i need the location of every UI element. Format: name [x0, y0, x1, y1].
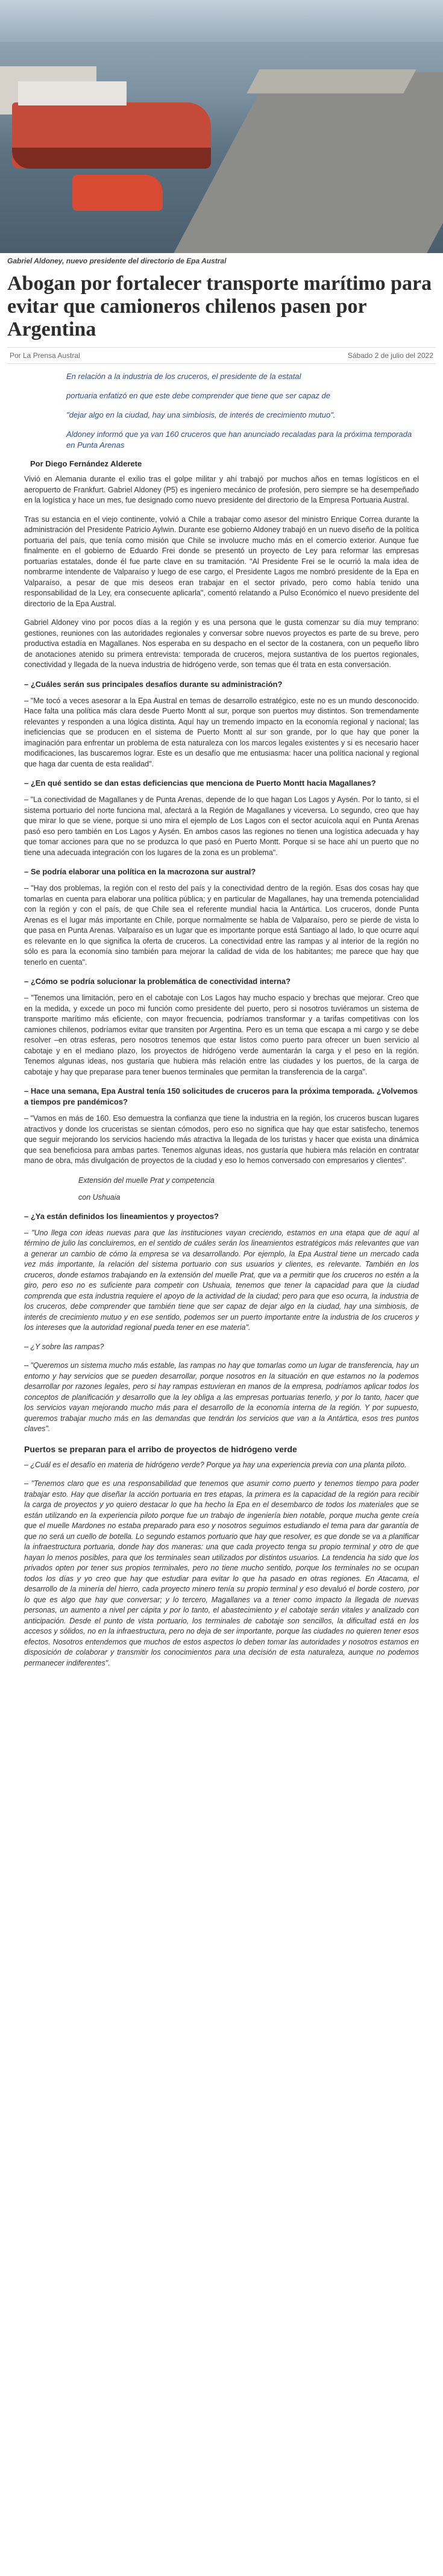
- subheading-line: Extensión del muelle Prat y competencia: [78, 1176, 215, 1185]
- hero-sky: [0, 0, 443, 42]
- article-source[interactable]: Por La Prensa Austral: [10, 351, 80, 360]
- paragraph: – "La conectividad de Magallanes y de Punta Arenas, depende de lo que hagan Los Lagos y Aysén. Por lo tanto, si el sistema portuario del norte funciona mal, afectará a la Región de Magallanes y viceversa. Lo segundo, creo que hay que mirar lo que se viene, porque si uno mira el ejemplo de Los Lagos con el sector acuícola aquí en Punta Arenas pasó eso pero también en Los Lagos y Aysén. En ambos casos las regiones no tienen una logística adecuada y hay que tomar acciones para que no se produzca lo que pasó en Puerto Montt. Porque si se hace ahí un puerto que no tiene una adecuada integración con los lugares de la zona es un problema".: [24, 795, 419, 857]
- interview-question: – Hace una semana, Epa Austral tenía 150 solicitudes de cruceros para la próxima temporada. ¿Volvemos a tiempos pre pandémicos?: [24, 1086, 418, 1106]
- interview-question: – ¿Cómo se podría solucionar la problemática de conectividad interna?: [24, 977, 291, 986]
- paragraph: Tras su estancia en el viejo continente, volvió a Chile a trabajar como asesor del ministro Enrique Correa durante la administración del Presidente Patricio Aylwin. Durante ese gobierno Aldoney trabajó en un nuevo diseño de la política portuaria del país, que tenía como misión que Chile se involucre mucho más en el comercio exterior. Aunque fue finalmente en el gobierno de Eduardo Frei donde se presentó un proyecto de Ley para reformar las empresas portuarias estatales, donde él fue parte clave en su tramitación. "Al Presidente Frei se le ocurrió la mala idea de nombrarme intendente de Valparaíso y luego de ese cargo, el Presidente Lagos me nombró presidente de la Epa en Valparaíso, a pesar de que mis deseos eran trabajar en el sector privado, pero como había tenido una responsabilidad de la Ley, era consecuente aplicarla", comentó relatando a Pulso Económico el nuevo presidente del directorio de la Epa Austral.: [24, 515, 419, 608]
- article-author: Por Diego Fernández Alderete: [30, 459, 142, 468]
- subheading-line: con Ushuaia: [78, 1192, 121, 1202]
- paragraph: – "Vamos en más de 160. Eso demuestra la confianza que tiene la industria en la región, los cruceros buscan lugares atractivos y donde los cruceristas se sientan cómodos, pero eso no significa que hay que estar satisfecho, tenemos que seguir mejorando los servicios haciendo más atractiva la llegada de los turistas y hacer que exista una dinámica que sea beneficiosa para ambas partes. Tenemos algunas ideas, nos gustaría que hubiera más relación en contratar mano de obra, más divulgación de proyectos de la ciudad y eso lo hemos conversado con empresarios y clientes".: [24, 1114, 419, 1165]
- intro-line: "dejar algo en la ciudad, hay una simbiosis, de interés de crecimiento mutuo".: [66, 410, 336, 419]
- interview-question: – ¿Ya están definidos los lineamientos y proyectos?: [24, 1211, 219, 1221]
- article-body-3: [24, 1460, 419, 1669]
- image-caption: Gabriel Aldoney, nuevo presidente del directorio de Epa Austral: [7, 257, 227, 265]
- paragraph: – "Me tocó a veces asesorar a la Epa Austral en temas de desarrollo estratégico, este no es un mundo desconocido. Hace falta una política más clara desde Puerto Montt al sur, porque son puertos muy distintos. Son tremendamente relevantes y responden a una lógica distinta. Aquí hay un tremendo impacto en la economía regional y nacional; las ineficiencias que se producen en el sistema de Puerto Montt al sur son grande, por lo que hay que poner la imaginación para enfrentar un problema de esta naturaleza con los marcos legales existentes y si es necesario hacer modificaciones, las buscaremos lograr. Este es un desafío que me entusiasma: hacer una política nacional y regional que haga dar cuenta de esta realidad".: [24, 696, 419, 768]
- article-date: Sábado 2 de julio del 2022: [347, 351, 433, 360]
- paragraph: – "Tenemos claro que es una responsabilidad que tenemos que asumir como puerto y tenemos tiempo para poder trabajar esto. Hay que diseñar la acción portuaria en tres etapas, la primera es la capacidad de la región para recibir la carga de proyectos y yo quiero destacar lo que ha hecho la Epa en el desembarco de todos los materiales que se están utilizando en la experiencia piloto porque fue un trabajo de ingeniería bien notable, porque mucha gente creía que el muelle Mardones no estaba preparado para eso y nosotros seguimos estudiando el tema para dar garantía de que no será un cuello de botella. Lo segundo estamos portuario que hay que resolver, es que donde se va a planificar la infraestructura portuaria, donde hay dos maneras: una que cada proyecto tenga su propio terminal y otro de que hayan lo menos posibles, para que los terminales sean utilizados por distintos usuarios. La tendencia ha sido que los privados opten por tener sus propios terminales, pero no tiene mucho sentido, porque los terminales no se ocupan todos los días y yo creo que hay que estudiar para evitar lo que ha pasado en otras regiones. En Atacama, el desarrollo de la minería del hierro, cada proyecto minero tenía su propio terminal y eso devaluó el borde costero, por lo que es algo que hay que conversar; y lo tercero, Magallanes va a tener como impacto la llegada de nuevas personas, un aumento a nivel per cápita y por lo tanto, el abastecimiento y el cabotaje serán vitales y analizado con anticipación. Desde el punto de vista portuario, los terminales de cabotaje son sencillos, la dificultad está en los accesos y sólidos, no en la infraestructura, pero no deja de ser importante, porque las ciudades no quieren tener esos efectos. Nosotros entendemos que muchos de estos aspectos lo deben tomar las autoridades y nosotros estamos en disposición de colaborar y transmitir los conocimientos para una decisión de esta naturaleza, aunque no podemos permanecer indiferentes".: [24, 1479, 419, 1667]
- article-intro: [24, 371, 419, 451]
- article-body: [24, 474, 419, 1167]
- intro-line: Aldoney informó que ya van 160 cruceros que han anunciado recaladas para la próxima temporada en Punta Arenas: [66, 430, 412, 450]
- hero-ship: [12, 102, 211, 169]
- article-body-2: [24, 1211, 419, 1435]
- article-content: [0, 364, 443, 1669]
- hero-pier-deck: [247, 69, 416, 93]
- hero-tugboat: [72, 175, 163, 211]
- article-meta: [7, 347, 436, 364]
- interview-question: – ¿En qué sentido se dan estas deficiencias que menciona de Puerto Montt hacia Magallanes?: [24, 779, 376, 788]
- paragraph: – "Hay dos problemas, la región con el resto del país y la conectividad dentro de la región. Esas dos cosas hay que tomarlas en cuenta para elaborar una política pública; y en particular de Magallanes, hay una tremenda potencialidad con la región y con el país, de que Chile sea el referente mundial hacia la Antártica. Los cruceros, donde Punta Arenas es el lugar más importante en Chile, porque normalmente se habla de Valparaíso, pero se pierde de vista lo que pasa en Punta Arenas. Valparaíso es un lugar que es importante porque está Santiago al lado, lo que ocurre aquí es relevante en lo que significa la oferta de cruceros. La conectividad entre las rampas y al interior de la región no sólo es para la economía sino también para mejorar la calidad de vida de los habitantes; me parece que hay que tenerlo en cuenta".: [24, 884, 419, 967]
- interview-question: – ¿Cuáles serán sus principales desafíos durante su administración?: [24, 679, 283, 689]
- intro-line: En relación a la industria de los cruceros, el presidente de la estatal: [66, 372, 301, 381]
- interview-question: – Se podría elaborar una política en la macrozona sur austral?: [24, 867, 256, 876]
- paragraph: Gabriel Aldoney vino por pocos días a la región y es una persona que le gusta comenzar su día muy temprano: gestiones, reuniones con las autoridades regionales y conversar sobre nuevos proyectos es parte de su breve, pero productiva estadía en Magallanes. Nos esperaba en su despacho en el sector de la costanera, con un pequeño libro de anotaciones atenido su primera entrevista: temporada de cruceros, mejora sustantiva de los puertos regionales, conectividad y llegada de la nueva industria de hidrógeno verde, son temas que él trata en esta conversación.: [24, 618, 419, 669]
- article-title: Abogan por fortalecer transporte marítimo para evitar que camioneros chilenos pasen por Argentina: [7, 272, 432, 340]
- paragraph: – "Uno llega con ideas nuevas para que las instituciones vayan creciendo, estamos en una etapa que de aquí al término de julio las concluiremos, en el sentido de cuáles serán los lineamientos estratégicos más relevantes que van a generar un cambio de cómo la empresa se va desarrollando. Por ejemplo, la Epa Austral tiene un mercado cada vez más importante, la relación del sistema portuario con sus usuarios y clientes, es relevante. También en los cruceros, donde estamos trabajando en la extensión del muelle Prat, que va a permitir que los cruceros no estén a la giro, pero eso no es suficiente para competir con Ushuaia, tenemos que tener la capacidad para que la ciudad comprenda que esta industria requiere el apoyo de la actividad de la ciudad; pero para que eso ocurra, la industria de los cruceros, debe comprender que también tiene que ser capaz de dejar algo en la ciudad, hay una simbiosis, de interés de crecimiento mutuo y en ese sentido, podemos ser un puerto importante entre la industria de los cruceros y los intereses que la autoridad regional pueda tener en ese materia".: [24, 1228, 419, 1332]
- paragraph: – "Queremos un sistema mucho más estable, las rampas no hay que tomarlas como un lugar de transferencia, hay un entorno y hay servicios que se pueden desarrollar, porque nosotros en la situación en que estamos no la podemos desarrollar por razones legales, pero si hay rampas estuvieran en manos de la empresa, podríamos aplicar todos los conceptos de planificación y desarrollo que la ley obliga a las empresas portuarias tenerlo, y por lo tanto, hacer que los servicios vayan mejorando mucho más para el desarrollo de la economía interna de la región. Y por supuesto, queremos trabajar mucho más en las demandas que tendrán los servicios que van a la Antártica, esos tres puntos claves".: [24, 1361, 419, 1433]
- paragraph: – ¿Cuál es el desafío en materia de hidrógeno verde? Porque ya hay una experiencia previa con una planta piloto.: [24, 1460, 407, 1469]
- paragraph: – ¿Y sobre las rampas?: [24, 1342, 104, 1351]
- section-heading: Puertos se preparan para el arribo de proyectos de hidrógeno verde: [24, 1444, 297, 1454]
- article-subheading: [24, 1175, 419, 1203]
- paragraph: – "Tenemos una limitación, pero en el cabotaje con Los Lagos hay mucho espacio y brechas que mejorar. Creo que en la medida, y excede un poco mi función como presidente del puerto, pero si nosotros tuviéramos un sistema de transporte marítimo más eficiente, con mayor frecuencia, podríamos transformar y a tarifas competitivas con los camiones chilenos, podríamos evitar que transiten por Argentina. Pero es un tema que escapa a mi cargo y se debe resolver –en otras esferas, pero nosotros tenemos que estar listos como puerto para ofrecer un buen servicio al cabotaje y en el mediano plazo, los proyectos de hidrógeno verde aumentarán la carga y el peso en la región. Tenemos algunas ideas, nos gustaría que hubiera más relación entre las ciudades y los puertos, de la carga de cabotaje y hay que preparase para tener buenos terminales que permitan la transferencia de la carga".: [24, 994, 419, 1076]
- hero-image: [0, 0, 443, 253]
- intro-line: portuaria enfatizó en que este debe comprender que tiene que ser capaz de: [66, 391, 330, 400]
- paragraph: Vivió en Alemania durante el exilio tras el golpe militar y ahí trabajó por muchos años en temas logísticos en el aeropuerto de Frankfurt. Gabriel Aldoney (P5) es ingeniero mecánico de profesión, pero siempre se ha desempeñado en la logística y hace un mes, fue designado como nuevo presidente del directorio de la Empresa Portuaria Austral.: [24, 475, 419, 504]
